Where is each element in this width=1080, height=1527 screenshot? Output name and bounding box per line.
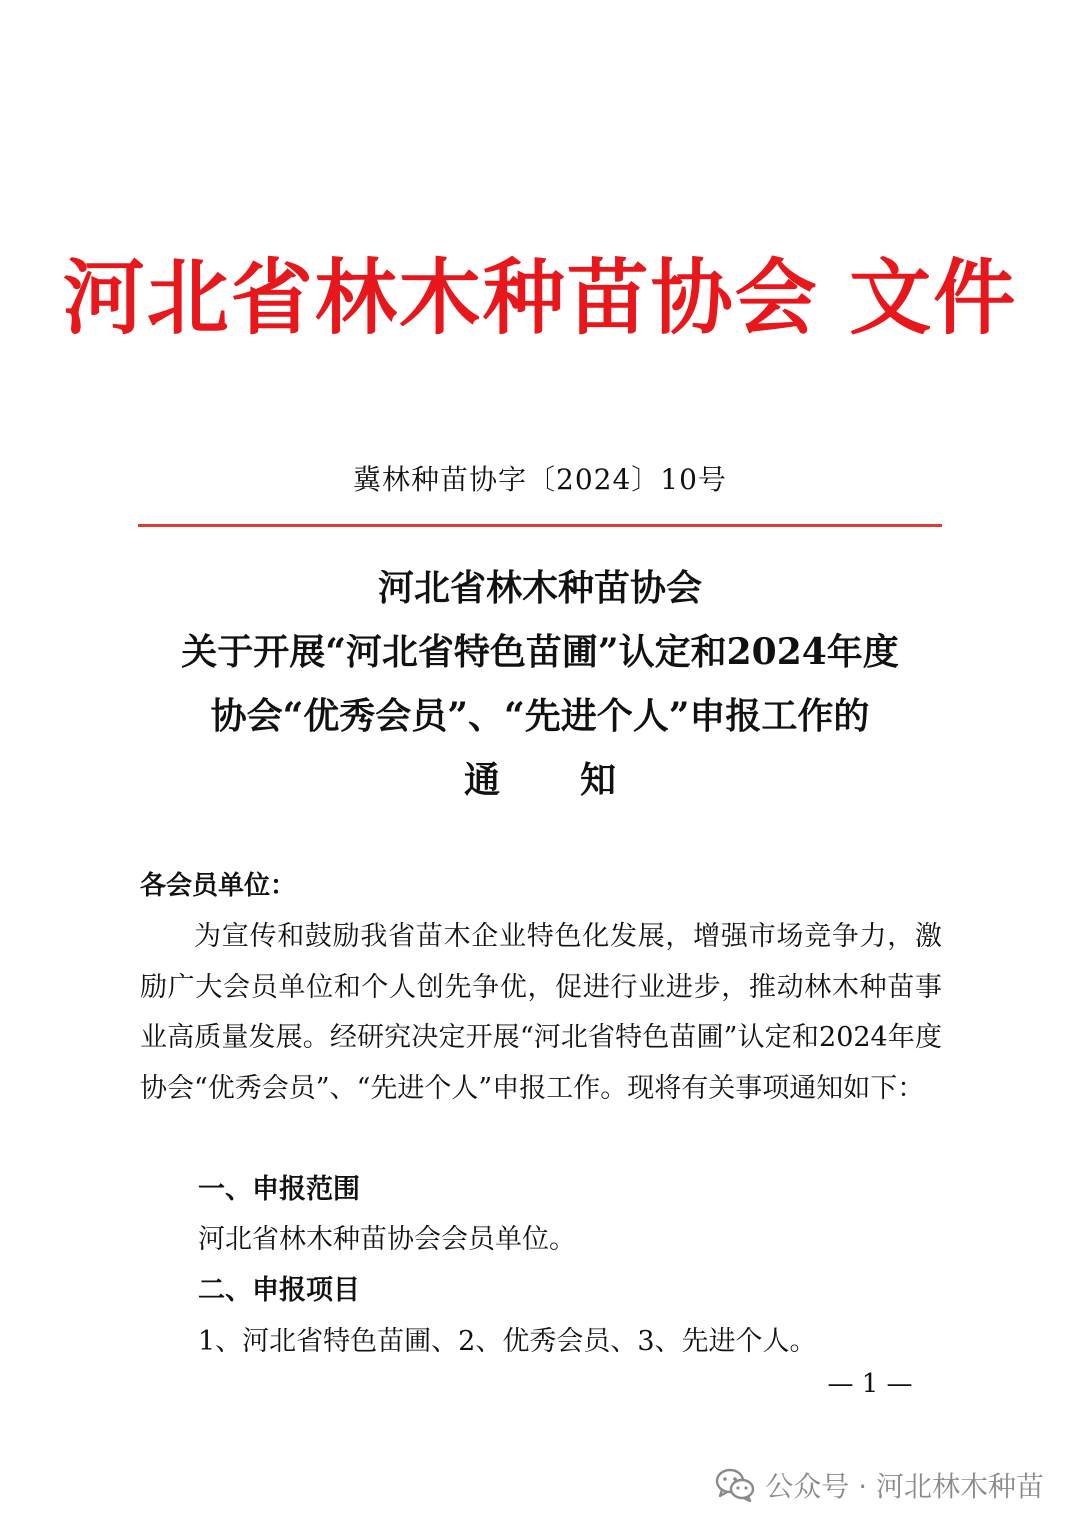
intro-paragraph (140, 912, 942, 1114)
salutation: 各会员单位： (140, 871, 297, 901)
notice-title-line-4: 通知 (463, 759, 696, 801)
notice-title-line-3: 协会“优秀会员”、“先进个人”申报工作的 (210, 695, 870, 737)
section-1-body: 河北省林木种苗协会会员单位。 (198, 1224, 576, 1255)
footer-account-name: 公众号 · 河北林木种苗 (765, 1470, 1044, 1503)
intro-paragraph-text: 为宣传和鼓励我省苗木企业特色化发展，增强市场竞争力，激励广大会员单位和个人创先争优，促进行业进步，推动林木种苗事业高质量发展。经研究决定开展“河北省特色苗圃”认定和2024年度协会“优秀会员”、“先进个人”申报工作。现将有关事项通知如下： (140, 921, 942, 1104)
document-number: 冀林种苗协字〔2024〕10号 (353, 463, 727, 496)
document-header-title: 河北省林木种苗协会 文件 (62, 250, 1018, 346)
section-1-heading: 一、申报范围 (198, 1174, 360, 1205)
section-2-body: 1、河北省特色苗圃、2、优秀会员、3、先进个人。 (198, 1326, 817, 1357)
notice-title-line-2: 关于开展“河北省特色苗圃”认定和2024年度 (181, 631, 899, 673)
wechat-account-footer[interactable] (715, 1462, 1044, 1508)
wechat-icon (715, 1468, 755, 1502)
section-2-heading: 二、申报项目 (198, 1275, 360, 1306)
red-divider (138, 524, 942, 527)
page-number: — 1 — (827, 1369, 913, 1399)
notice-title-line-1: 河北省林木种苗协会 (377, 567, 702, 609)
notice-title (120, 556, 960, 812)
